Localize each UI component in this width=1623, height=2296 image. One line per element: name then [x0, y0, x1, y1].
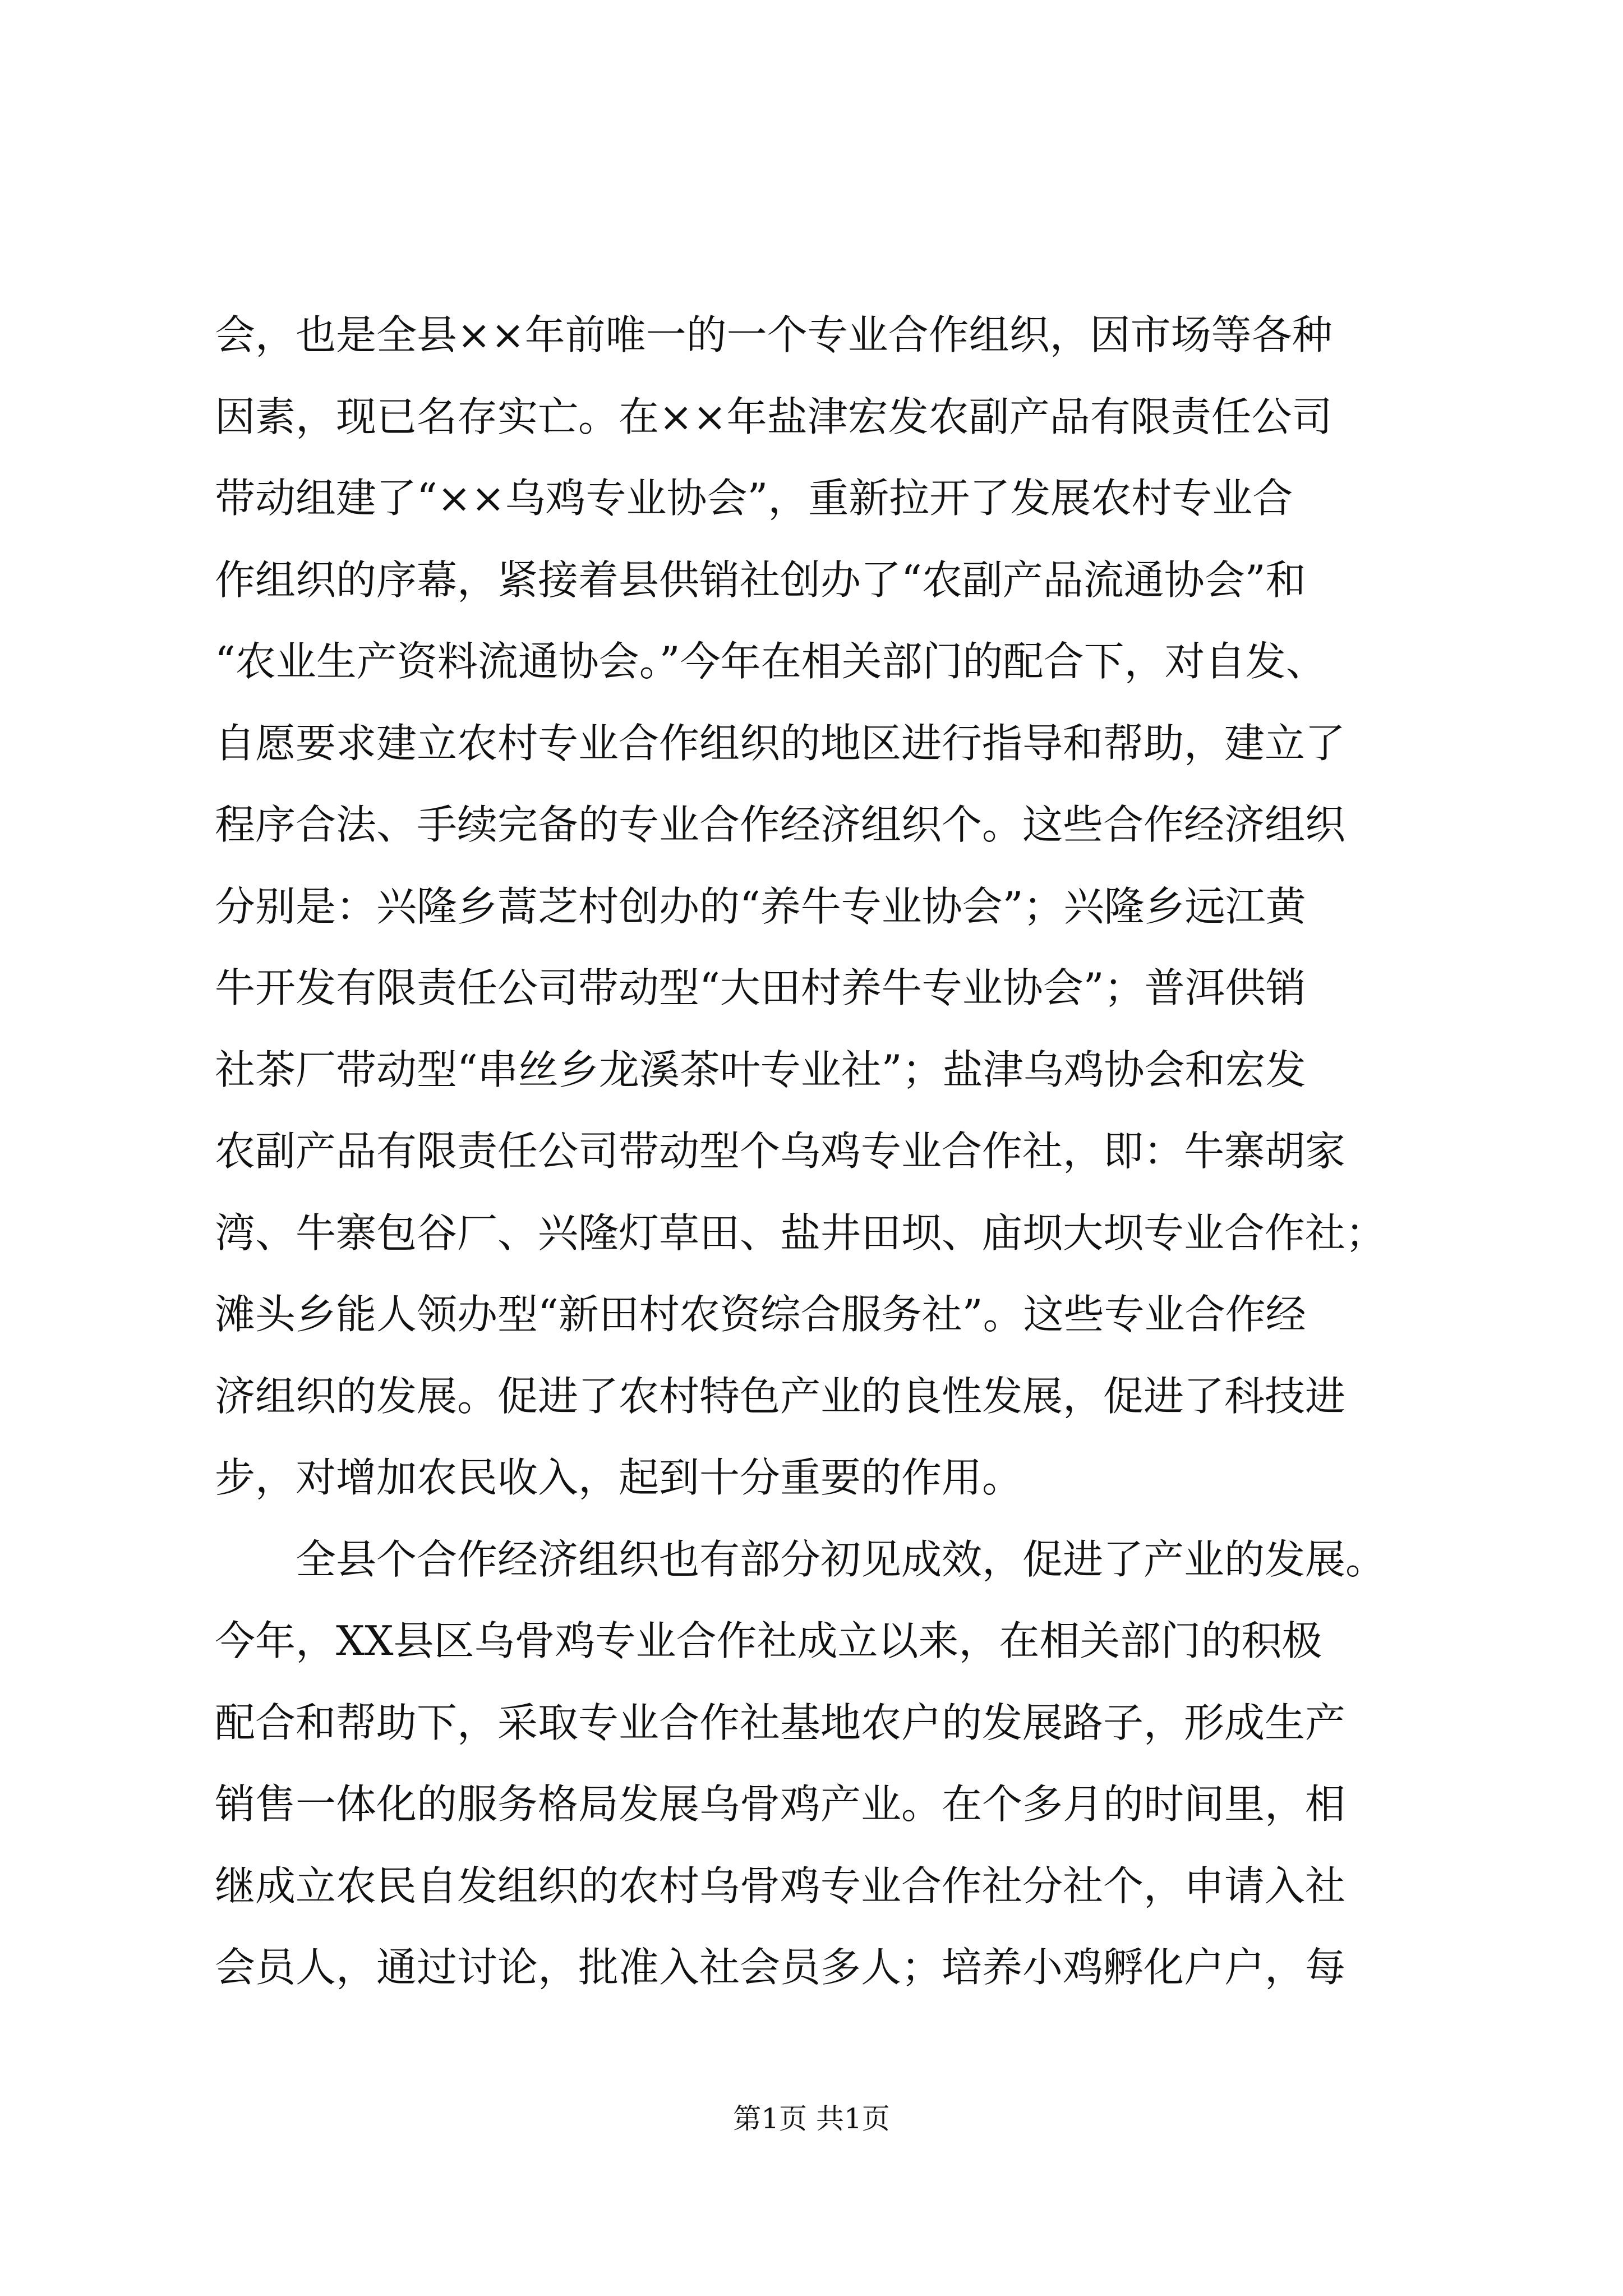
text-line: 济组织的发展。促进了农村特色产业的良性发展，促进了科技进 [215, 1372, 1346, 1420]
text-line: 分别是：兴隆乡蒿芝村创办的“养牛专业协会”；兴隆乡远江黄 [215, 882, 1306, 930]
text-line: 滩头乡能人领办型“新田村农资综合服务社”。这些专业合作经 [215, 1291, 1306, 1338]
text-line: 步，对增加农民收入，起到十分重要的作用。 [215, 1454, 1023, 1501]
text-line: 配合和帮助下，采取专业合作社基地农户的发展路子，形成生产 [215, 1699, 1346, 1746]
text-line: 湾、牛寨包谷厂、兴隆灯草田、盐井田坝、庙坝大坝专业合作社； [215, 1209, 1386, 1257]
text-line: 因素，现已名存实亡。在××年盐津宏发农副产品有限责任公司 [215, 393, 1332, 440]
text-line: 继成立农民自发组织的农村乌骨鸡专业合作社分社个，申请入社 [215, 1862, 1346, 1910]
text-line: “农业生产资料流通协会。”今年在相关部门的配合下，对自发、 [215, 638, 1326, 685]
page-number-label: 第1页 共1页 [733, 2102, 890, 2135]
document-body [215, 295, 1432, 2009]
text-line: 今年，XX县区乌骨鸡专业合作社成立以来，在相关部门的积极 [215, 1617, 1322, 1664]
text-line: 带动组建了“××乌鸡专业协会”，重新拉开了发展农村专业合 [215, 475, 1293, 522]
paragraph-start-line: 全县个合作经济组织也有部分初见成效，促进了产业的发展。 [215, 1535, 1386, 1583]
text-line: 自愿要求建立农村专业合作组织的地区进行指导和帮助，建立了 [215, 719, 1346, 767]
text-line: 销售一体化的服务格局发展乌骨鸡产业。在个多月的时间里，相 [215, 1780, 1346, 1828]
text-line: 会，也是全县××年前唯一的一个专业合作组织，因市场等各种 [215, 311, 1332, 358]
text-line: 作组织的序幕，紧接着县供销社创办了“农副产品流通协会”和 [215, 556, 1306, 604]
text-line: 牛开发有限责任公司带动型“大田村养牛专业协会”；普洱供销 [215, 964, 1306, 1011]
page-footer [0, 2101, 1623, 2137]
text-line: 程序合法、手续完备的专业合作经济组织个。这些合作经济组织 [215, 801, 1346, 848]
text-line: 社茶厂带动型“串丝乡龙溪茶叶专业社”；盐津乌鸡协会和宏发 [215, 1046, 1306, 1093]
text-line: 农副产品有限责任公司带动型个乌鸡专业合作社，即：牛寨胡家 [215, 1128, 1346, 1175]
text-line: 会员人，通过讨论，批准入社会员多人；培养小鸡孵化户户，每 [215, 1944, 1346, 1991]
